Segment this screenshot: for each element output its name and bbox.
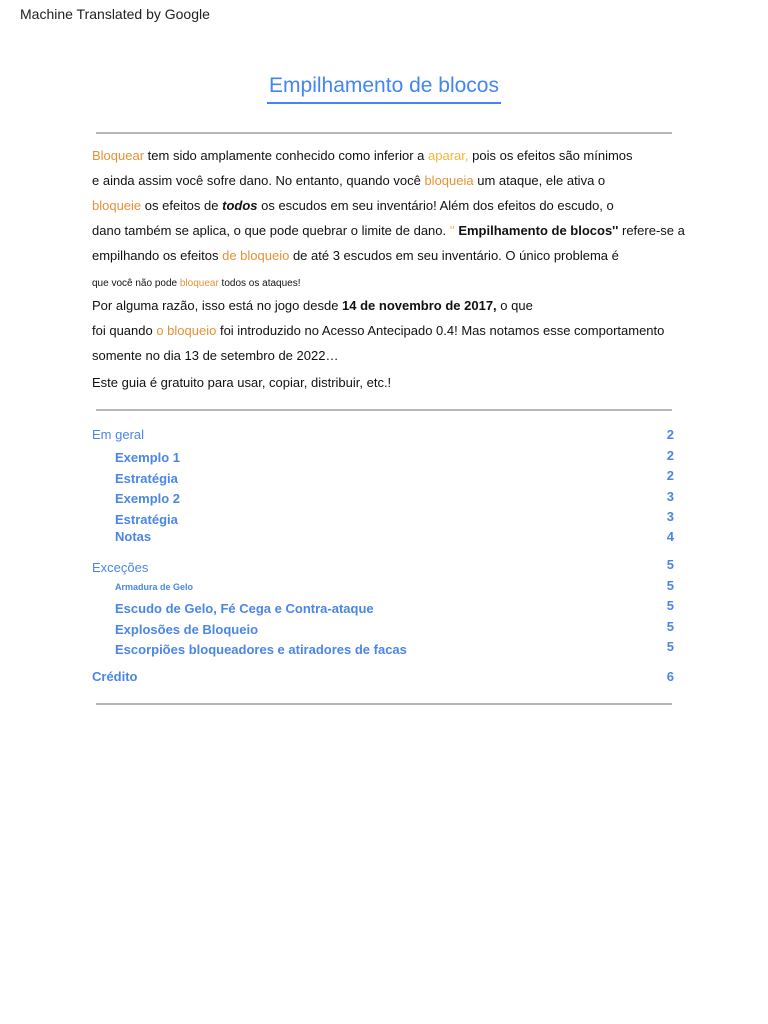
text: empilhando os efeitos — [92, 248, 223, 263]
toc-link-armadura-de-gelo[interactable]: Armadura de Gelo — [115, 582, 194, 592]
intro-line-4 — [92, 223, 685, 239]
text: os efeitos de — [141, 198, 223, 213]
text: os escudos em seu inventário! Além dos efeitos do escudo, o — [257, 198, 614, 213]
quote-mark: '' — [449, 223, 455, 238]
document-title — [0, 74, 768, 104]
toc-page-number[interactable]: 2 — [666, 448, 674, 463]
text: refere-se a — [618, 223, 685, 238]
toc-link-estrategia-2[interactable]: Estratégia — [115, 512, 178, 527]
intro-line-6 — [92, 276, 301, 292]
divider — [96, 132, 672, 134]
toc-link-exemplo-2[interactable]: Exemplo 2 — [115, 491, 181, 506]
text: o que — [496, 298, 533, 313]
toc-link-explosoes-de-bloqueio[interactable]: Explosões de Bloqueio — [115, 622, 259, 637]
toc-page-number[interactable]: 5 — [666, 578, 674, 593]
toc-link-escorpioes[interactable]: Escorpiões bloqueadores e atiradores de facas — [115, 642, 407, 657]
intro-line-9: somente no dia 13 de setembro de 2022… — [92, 348, 339, 363]
text: tem sido amplamente conhecido como inferior a — [144, 148, 429, 163]
keyword-block: bloqueie — [92, 198, 142, 213]
intro-line-7 — [92, 298, 533, 314]
toc-page-number[interactable]: 5 — [666, 619, 674, 634]
toc-link-escudo-de-gelo[interactable]: Escudo de Gelo, Fé Cega e Contra-ataque — [115, 601, 374, 616]
toc-page-number[interactable]: 3 — [666, 489, 674, 504]
keyword-block: Bloquear — [92, 148, 145, 163]
toc-page-number[interactable]: 3 — [666, 509, 674, 524]
keyword-block: de bloqueio — [222, 248, 290, 263]
term-block-stacking: Empilhamento de blocos'' — [454, 223, 619, 238]
toc-link-exemplo-1[interactable]: Exemplo 1 — [115, 450, 181, 465]
toc-link-estrategia-1[interactable]: Estratégia — [115, 471, 178, 486]
text: foi quando — [92, 323, 157, 338]
text: Por alguma razão, isso está no jogo desde — [92, 298, 343, 313]
toc-page-number[interactable]: 4 — [666, 529, 674, 544]
divider — [96, 409, 672, 411]
intro-line-2 — [92, 173, 605, 189]
text: e ainda assim você sofre dano. No entanto, quando você — [92, 173, 425, 188]
text: foi introduzido no Acesso Antecipado 0.4! Mas notamos esse comportamento — [216, 323, 665, 338]
toc-page-number[interactable]: 2 — [666, 468, 674, 483]
keyword-block: bloqueia — [424, 173, 474, 188]
intro-line-3 — [92, 198, 614, 214]
date-highlight: 14 de novembro de 2017, — [342, 298, 497, 313]
intro-line-5 — [92, 248, 619, 264]
text: um ataque, ele ativa o — [473, 173, 606, 188]
toc-page-number[interactable]: 5 — [666, 557, 674, 572]
keyword-parry: aparar, — [428, 148, 469, 163]
toc-link-credito[interactable]: Crédito — [92, 669, 138, 684]
toc-page-number[interactable]: 6 — [666, 669, 674, 684]
keyword-block: bloquear — [179, 278, 219, 289]
text: dano também se aplica, o que pode quebrar o limite de dano. — [92, 223, 450, 238]
toc-link-notas[interactable]: Notas — [115, 529, 152, 544]
intro-line-8 — [92, 323, 664, 339]
toc-link-excecoes[interactable]: Exceções — [92, 560, 149, 575]
text: que você não pode — [92, 278, 180, 289]
emphasis-all: todos — [222, 198, 258, 213]
divider — [96, 703, 672, 705]
toc-page-number[interactable]: 2 — [666, 427, 674, 442]
machine-translation-banner: Machine Translated by Google — [20, 6, 210, 22]
text: pois os efeitos são mínimos — [468, 148, 633, 163]
text: de até 3 escudos em seu inventário. O único problema é — [289, 248, 619, 263]
text: todos os ataques! — [218, 278, 301, 289]
intro-line-10: Este guia é gratuito para usar, copiar, distribuir, etc.! — [92, 375, 392, 390]
toc-page-number[interactable]: 5 — [666, 639, 674, 654]
toc-page-number[interactable]: 5 — [666, 598, 674, 613]
document-title-text: Empilhamento de blocos — [267, 74, 501, 104]
keyword-block: o bloqueio — [156, 323, 217, 338]
intro-line-1 — [92, 148, 633, 164]
toc-link-em-geral[interactable]: Em geral — [92, 427, 145, 442]
